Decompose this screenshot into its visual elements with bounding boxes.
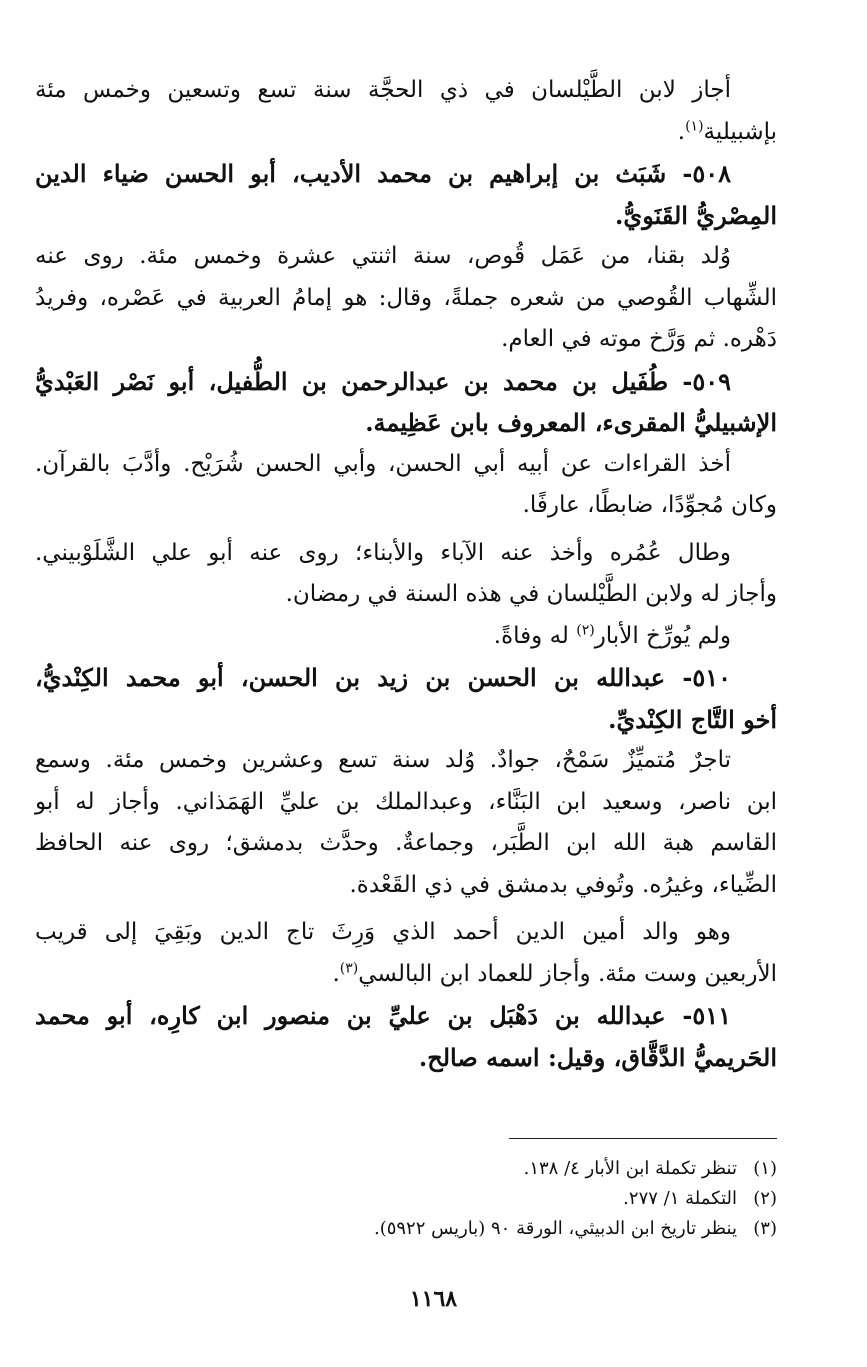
line-text-tail: له وفاةً.	[493, 622, 577, 649]
body-text-line	[35, 616, 777, 658]
body-text-line	[35, 319, 777, 361]
entry-heading-line	[35, 1037, 777, 1079]
page-number: ١١٦٨	[409, 1286, 458, 1312]
line-text: بإشبيلية	[703, 118, 777, 145]
line-text: الحَريميُّ الدَّقَّاق، وقيل: اسمه صالح.	[418, 1042, 777, 1072]
body-text-line	[35, 912, 777, 954]
footnote	[35, 1154, 777, 1184]
footnote-number: (١)	[753, 1158, 777, 1179]
body-text-line	[35, 112, 777, 154]
entry-heading-line	[35, 699, 777, 741]
line-text: القاسم هبة الله ابن الطَّبَر، وجماعةٌ. وحدَّث بدمشق؛ روى عنه الحافظ	[35, 830, 777, 856]
line-text: وأجاز له ولابن الطَّيْلسان في هذه السنة في رمضان.	[285, 581, 777, 607]
line-text: الإشبيليُّ المقرىء، المعروف بابن عَظِيمة.	[365, 408, 777, 437]
body-text-line	[35, 278, 777, 320]
line-text: أخذ القراءات عن أبيه أبي الحسن، وأبي الحسن شُرَيْح. وأدَّبَ بالقرآن.	[35, 450, 731, 477]
footnote-number: (٢)	[753, 1188, 777, 1209]
footnote-divider	[509, 1138, 777, 1139]
body-text-line	[35, 782, 777, 824]
footnote-marker: (٣)	[339, 959, 359, 976]
entry-heading-line	[35, 402, 777, 444]
footnote-text: تنظر تكملة ابن الأبار ٤/ ١٣٨.	[523, 1158, 737, 1179]
body-text-line	[35, 70, 777, 112]
line-text-tail: .	[677, 118, 686, 145]
line-text: الضِّياء، وغيرُه. وتُوفي بدمشق في ذي القَعْدة.	[349, 871, 777, 898]
footnote-text: ينظر تاريخ ابن الدبيثي، الورقة ٩٠ (باريس ٥٩٢٢).	[373, 1218, 737, 1239]
line-text: ٥٠٩- طُفَيل بن محمد بن عبدالرحمن بن الطُّفيل، أبو نَصْر العَبْديُّ	[35, 366, 731, 396]
line-text: المِصْريُّ القَنَويُّ.	[615, 200, 777, 230]
body-text-line	[35, 485, 777, 527]
entry-heading-line	[35, 153, 777, 195]
line-text: الأربعين وست مئة. وأجاز للعماد ابن البالسي	[358, 960, 777, 987]
footnote-marker: (٢)	[576, 621, 595, 638]
body-text-line	[35, 533, 777, 575]
body-text-line	[35, 823, 777, 865]
footnote-marker: (١)	[685, 117, 704, 134]
main-text	[35, 70, 777, 1078]
footnote	[35, 1184, 777, 1214]
line-text: الشِّهاب القُوصي من شعره جملةً، وقال: هو إمامُ العربية في عَصْره، وفريدُ	[35, 284, 777, 311]
body-text-line	[35, 740, 777, 782]
entry-heading-line	[35, 995, 777, 1037]
line-text-tail: .	[332, 960, 340, 987]
body-text-line	[35, 865, 777, 907]
line-text: ٥١١- عبدالله بن دَهْبَل بن عليِّ بن منصور ابن كارِه، أبو محمد	[35, 1001, 731, 1030]
line-text: ٥٠٨- شَبَث بن إبراهيم بن محمد الأديب، أبو الحسن ضياء الدين	[35, 159, 731, 188]
line-text: وطال عُمُره وأخذ عنه الآباء والأبناء؛ روى عنه أبو علي الشَّلَوْبيني.	[35, 539, 731, 566]
line-text: ٥١٠- عبدالله بن الحسن بن زيد بن الحسن، أبو محمد الكِنْديُّ،	[35, 663, 731, 692]
line-text: ابن ناصر، وسعيد ابن البَنَّاء، وعبدالملك بن عليِّ الهَمَذاني. وأجاز له أبو	[35, 788, 777, 815]
line-text: تاجرٌ مُتميِّزٌ سَمْحٌ، جوادٌ. وُلد سنة تسع وعشرين وخمس مئة. وسمع	[35, 747, 731, 773]
line-text: وهو والد أمين الدين أحمد الذي وَرِثَ تاج الدين وبَقِيَ إلى قريب	[35, 919, 731, 945]
line-text: أخو التَّاج الكِنْديِّ.	[608, 704, 777, 734]
entry-heading-line	[35, 195, 777, 237]
line-text: وكان مُجوِّدًا، ضابطًا، عارفًا.	[522, 492, 777, 518]
entry-heading-line	[35, 657, 777, 699]
footnote-text: التكملة ١/ ٢٧٧.	[623, 1188, 737, 1209]
body-text-line	[35, 236, 777, 278]
body-text-line	[35, 444, 777, 486]
entry-heading-line	[35, 361, 777, 403]
body-text-line	[35, 574, 777, 616]
line-text: ولم يُورِّخ الأبار	[594, 622, 731, 649]
line-text: دَهْره. ثم وَرَّخ موته في العام.	[501, 326, 777, 352]
body-text-line	[35, 954, 777, 996]
footnote-number: (٣)	[753, 1218, 777, 1239]
footnote	[35, 1214, 777, 1244]
line-text: وُلد بقنا، من عَمَل قُوص، سنة اثنتي عشرة وخمس مئة. روى عنه	[35, 243, 731, 269]
footnotes	[35, 1154, 777, 1244]
line-text: أجاز لابن الطَّيْلسان في ذي الحجَّة سنة تسع وتسعين وخمس مئة	[35, 77, 731, 103]
